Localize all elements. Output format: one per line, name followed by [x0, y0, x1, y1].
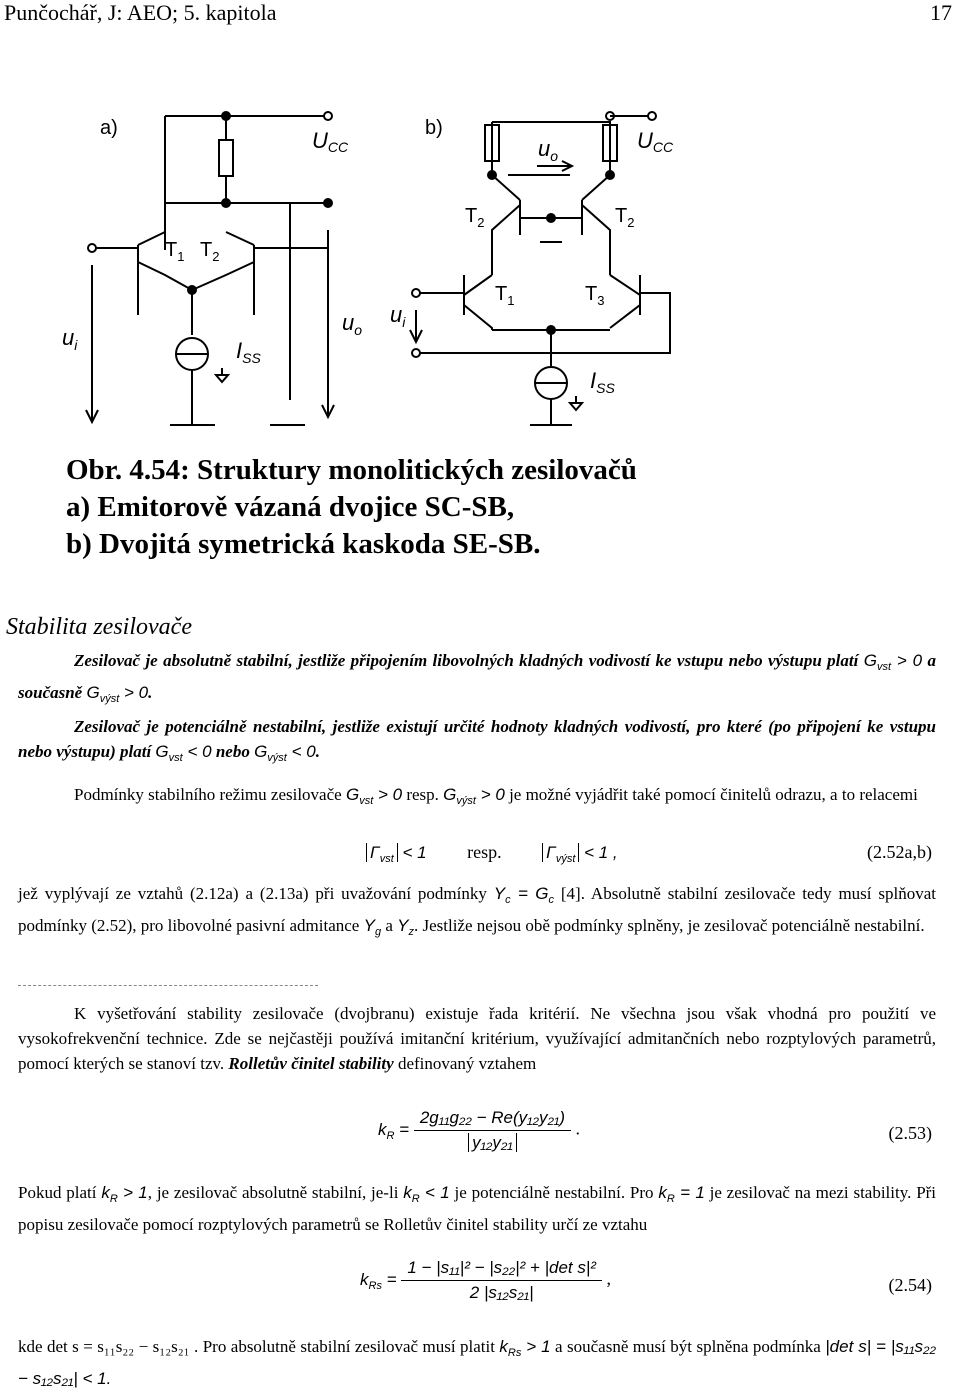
uo-label-b: u — [538, 136, 551, 161]
ui-label-a: u — [62, 325, 75, 350]
svg-text:T1: $T_1$ — [165, 239, 185, 264]
svg-text:ISS: $I_{SS}$ — [590, 368, 615, 396]
ui-label-b: u — [390, 302, 403, 327]
uo-label-a: u — [342, 310, 355, 335]
equation-2-52: $\Gamma_{vst} < 1$ resp. $\Gamma_{výst} < 1$ , — [366, 842, 618, 865]
svg-text:ui: $u_i$ — [390, 302, 406, 330]
paragraph-stability-conditions: jež vyplývají ze vztahů (2.12a) a (2.13a) při uvažování podmínky $Y_c = G_c$ [4]. Absolutně stabilní zesilovače tedy musí splňovat podmínky (2.52), pro libovolné pasivní admitance $Y_g$ a $Y_z$. Jestliže nejsou obě podmínky splněny, je zesilovač potenciálně nestabilní. — [18, 884, 937, 938]
svg-text:uo: $u_o$ — [342, 310, 363, 338]
paragraph-absolute-stability: Zesilovač je absolutně stabilní, jestliže připojením libovolných kladných vodivostí ke vstupu nebo výstupu platí $G_{vst} > 0$ a současně $G_{výst} > 0$. — [18, 651, 937, 705]
ucc-label-a: U — [312, 128, 328, 153]
ucc-label-b: U — [637, 128, 653, 153]
equation-number-2-53: (2.53) — [888, 1123, 932, 1143]
t1-label-b: T — [495, 283, 508, 305]
svg-text:UCC: UCC — [637, 128, 674, 155]
figure-caption-title: Obr. 4.54: Struktury monolitických zesilovačů — [66, 454, 637, 486]
paragraph-rollett-cases: Pokud platí $k_R > 1$, je zesilovač absolutně stabilní, je-li $k_R < 1$ je potenciálně nestabilní. Pro $k_R = 1$ je zesilovač na mezi stability. Při popisu zesilovače pomocí rozptylových parametrů se Rolletův činitel stability určí ze vztahu — [18, 1183, 937, 1234]
running-header: Punčochář, J: AEO; 5. kapitola — [4, 0, 277, 25]
iss-label-a: I — [236, 338, 243, 363]
label-b: b) — [425, 117, 443, 139]
t2-label-b-right: T — [615, 205, 628, 227]
circuit-figure — [40, 100, 680, 440]
svg-text:T2: $T_2$ — [615, 205, 635, 230]
page-number: 17 — [930, 0, 952, 25]
svg-text:T1: $T_1$ — [495, 283, 515, 308]
paragraph-det-condition: kde det s = s₁₁s₂₂ − s₁₂s₂₁ . Pro absolutně stabilní zesilovač musí platit $k_{Rs} > 1$ a současně musí být splněna podmínka |det s| = |s₁₁s₂₂ − s₁₂s₂₁| < 1. — [18, 1337, 936, 1388]
divider — [18, 985, 318, 986]
equation-number-2-52: (2.52a,b) — [867, 842, 932, 862]
t2-label-a: T — [200, 239, 213, 261]
equation-2-53: $k_R$ = $\frac{\text{2g₁₁g₂₂ − Re(y₁₂y₂₁)}}{\text{y₁₂y₂₁}}$ . — [378, 1108, 581, 1152]
svg-text:ISS: $I_{SS}$ — [236, 338, 261, 366]
paragraph-rollett-intro: K vyšetřování stability zesilovače (dvojbranu) existuje řada kritérií. Ne všechna jsou však vhodná pro použití ve vysokofrekvenční technice. Zde se nejčastěji používá imitanční kritérium, využívající admitančních nebo rozptylových parametrů, pomocí kterých se stanoví tzv. Rolletův činitel stability definovaný vztahem — [18, 1004, 936, 1073]
t1-label-a: T — [165, 239, 178, 261]
paragraph-potential-instability: Zesilovač je potenciálně nestabilní, jestliže existují určité hodnoty kladných vodivostí, pro které (po připojení ke vstupu nebo výstupu) platí $G_{vst} < 0$ nebo $G_{výst} < 0$. — [18, 717, 936, 764]
equation-number-2-54: (2.54) — [888, 1275, 932, 1295]
t3-label-b: T — [585, 283, 598, 305]
section-title: Stabilita zesilovače — [6, 614, 192, 640]
svg-text:T2: $T_2$ — [200, 239, 220, 264]
figure-caption-a: a) Emitorově vázaná dvojice SC-SB, — [66, 491, 515, 523]
svg-text:UCC: UCC — [312, 128, 349, 155]
t2-label-b-left: T — [465, 205, 478, 227]
label-a: a) — [100, 117, 118, 139]
svg-text:uo: $u_o$ — [538, 136, 559, 164]
svg-text:T2: $T_2$ — [465, 205, 485, 230]
equation-2-54: $k_{Rs}$ = $\frac{\text{1 − |s₁₁|² − |s₂₂|² + |det s|²}}{\text{2 |s₁₂s₂₁|}}$ , — [360, 1258, 611, 1302]
svg-text:T3: $T_3$ — [585, 283, 605, 308]
iss-label-b: I — [590, 368, 597, 393]
svg-text:ui: $u_i$ — [62, 325, 78, 353]
paragraph-reflection-conditions: Podmínky stabilního režimu zesilovače $G_{vst} > 0$ resp. $G_{výst} > 0$ je možné vyjádřit také pomocí činitelů odrazu, a to relacemi — [74, 785, 918, 807]
figure-caption-b: b) Dvojitá symetrická kaskoda SE-SB. — [66, 528, 541, 560]
